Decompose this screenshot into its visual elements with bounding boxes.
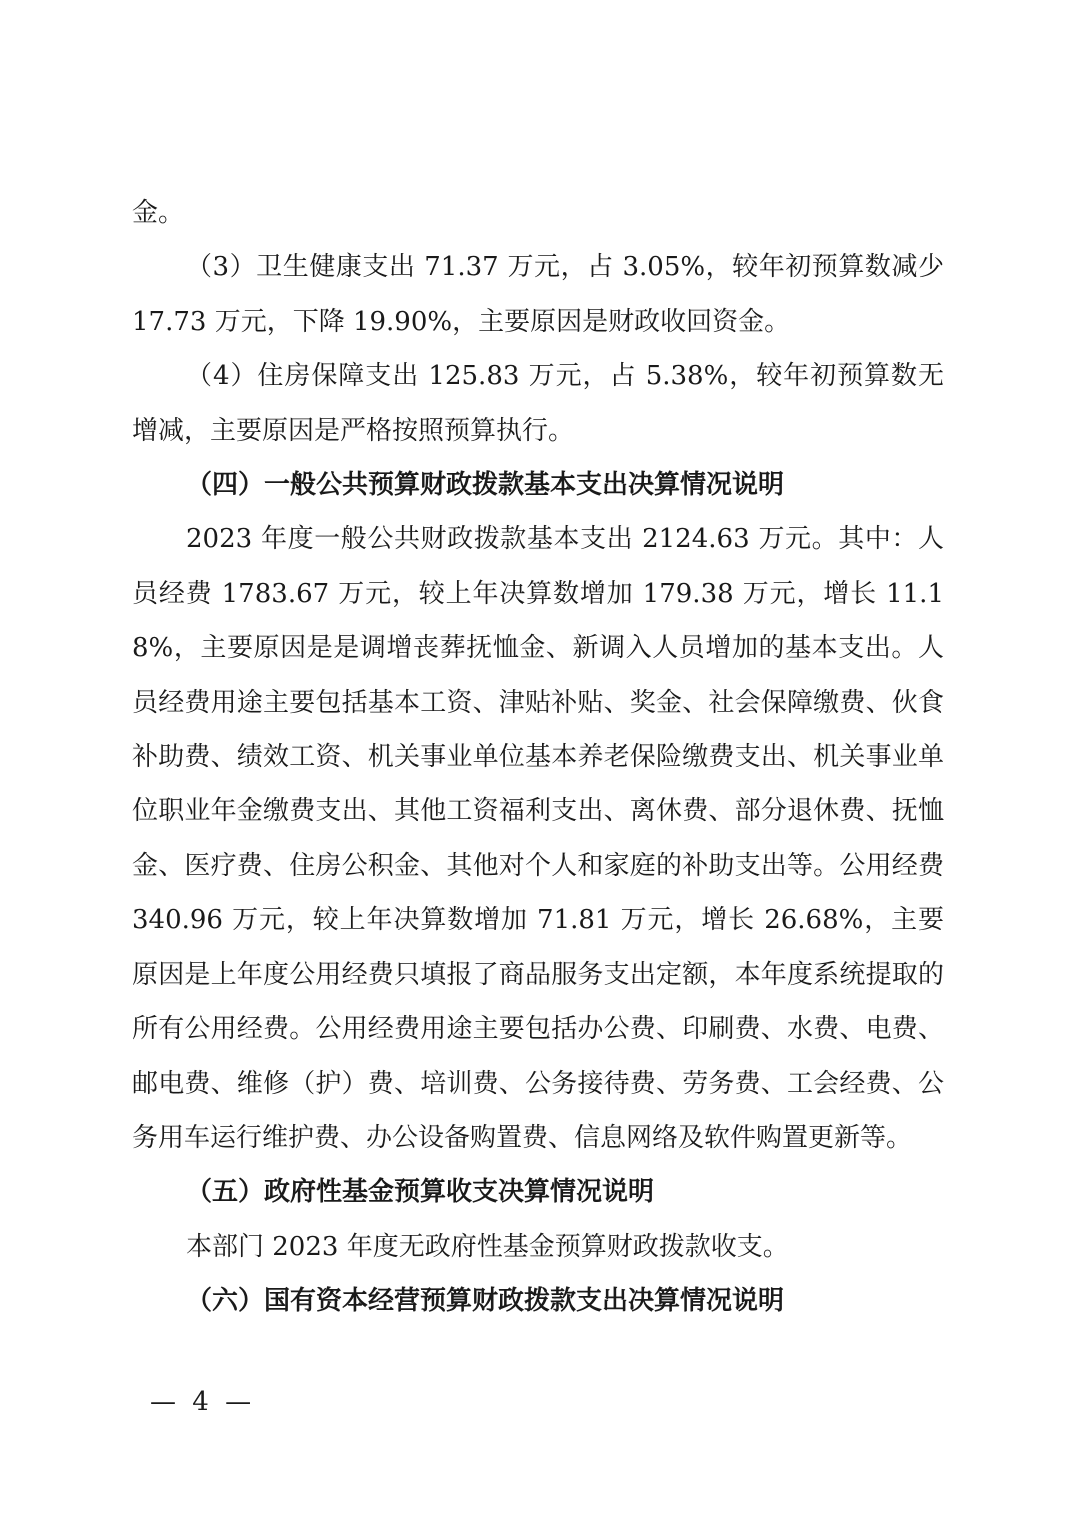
paragraph-housing-expenditure: （4）住房保障支出 125.83 万元，占 5.38%，较年初预算数无增减，主要原因是严格按照预算执行。	[132, 361, 944, 446]
section-heading-6: （六）国有资本经营预算财政拨款支出决算情况说明	[186, 1286, 785, 1317]
paragraph-continuation: 金。	[132, 198, 185, 228]
section-heading-5: （五）政府性基金预算收支决算情况说明	[186, 1177, 655, 1208]
paragraph-basic-expenditure: 2023 年度一般公共财政拨款基本支出 2124.63 万元。其中：人员经费 1783.67 万元，较上年决算数增加 179.38 万元，增长 11.18%，主要原因是是调增丧葬抚恤金、新调入人员增加的基本支出。人员经费用途主要包括基本工资、津贴补贴、奖金、社会保障缴费、伙食补助费、绩效工资、机关事业单位基本养老保险缴费支出、机关事业单位职业年金缴费支出、其他工资福利支出、离休费、部分退休费、抚恤金、医疗费、住房公积金、其他对个人和家庭的补助支出等。公用经费 340.96 万元，较上年决算数增加 71.81 万元，增长 26.68%，主要原因是上年度公用经费只填报了商品服务支出定额，本年度系统提取的所有公用经费。公用经费用途主要包括办公费、印刷费、水费、电费、邮电费、维修（护）费、培训费、公务接待费、劳务费、工会经费、公务用车运行维护费、办公设备购置费、信息网络及软件购置更新等。	[132, 524, 944, 1153]
paragraph-government-fund: 本部门 2023 年度无政府性基金预算财政拨款收支。	[186, 1231, 789, 1262]
paragraph-health-expenditure: （3）卫生健康支出 71.37 万元，占 3.05%，较年初预算数减少 17.73 万元，下降 19.90%，主要原因是财政收回资金。	[132, 252, 944, 337]
document-body	[132, 186, 944, 1329]
page-number: — 4 —	[150, 1387, 256, 1417]
section-heading-4: （四）一般公共预算财政拨款基本支出决算情况说明	[186, 470, 785, 501]
